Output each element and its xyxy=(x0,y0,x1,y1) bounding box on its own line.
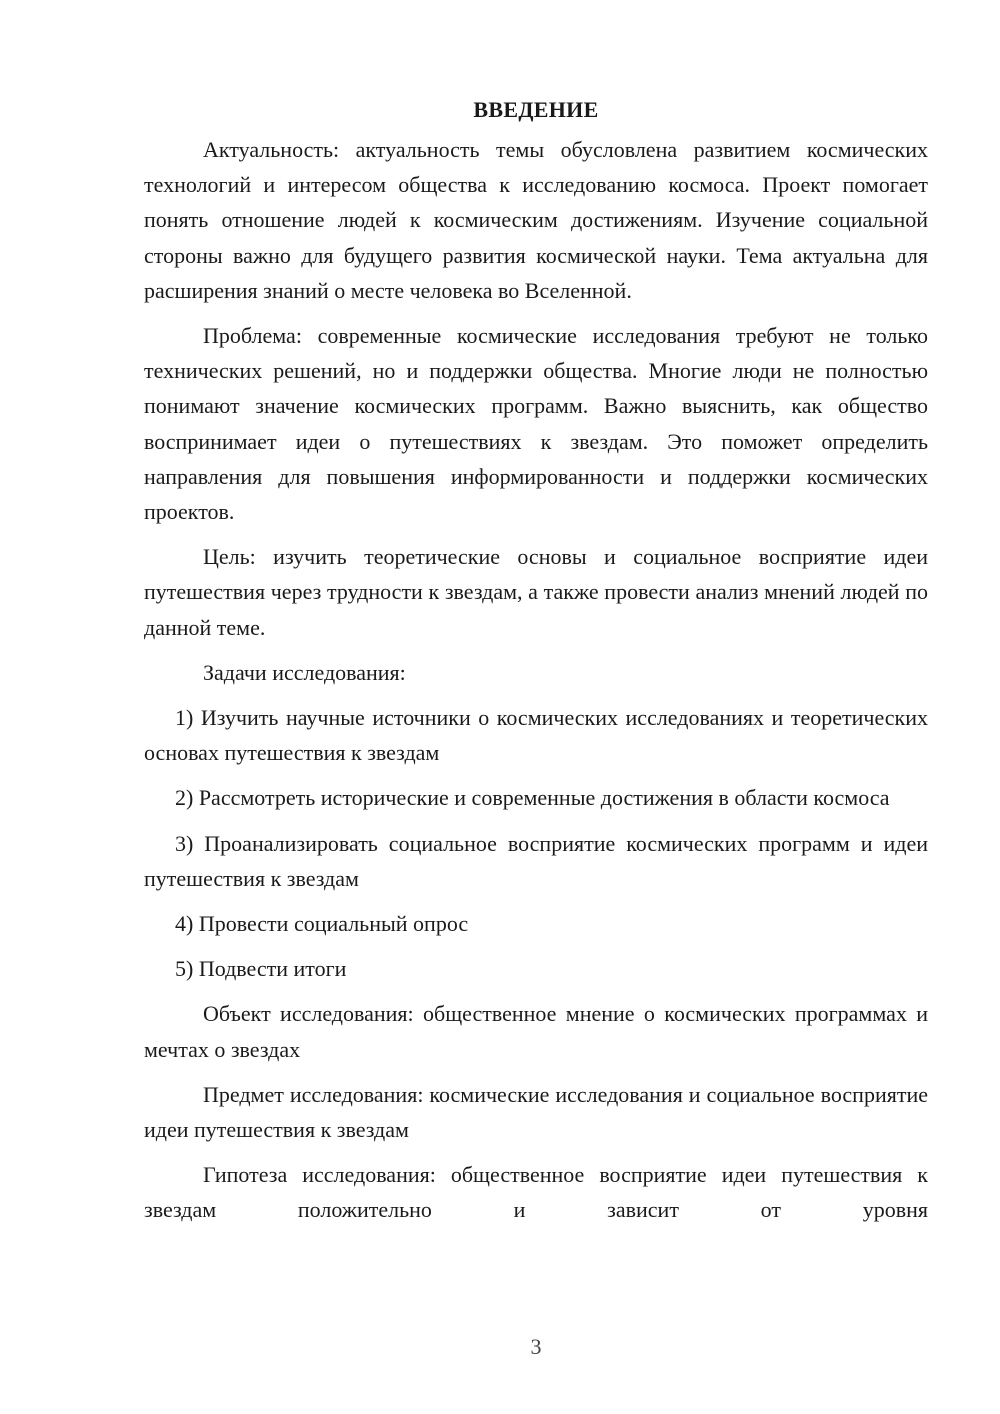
task-item-1: 1) Изучить научные источники о космических исследованиях и теоретических основах путешествия к звездам xyxy=(144,705,928,766)
object-paragraph: Объект исследования: общественное мнение о космических программах и мечтах о звездах xyxy=(144,1001,928,1062)
task-item-2: 2) Рассмотреть исторические и современные достижения в области космоса xyxy=(175,785,890,811)
section-title: ВВЕДЕНИЕ xyxy=(473,97,599,122)
task-item-4: 4) Провести социальный опрос xyxy=(175,911,469,937)
document-page xyxy=(144,92,928,1238)
goal-paragraph: Цель: изучить теоретические основы и социальное восприятие идеи путешествия через трудности к звездам, а также провести анализ мнений людей по данной теме. xyxy=(144,544,928,640)
tasks-heading: Задачи исследования: xyxy=(203,659,406,685)
hypothesis-paragraph: Гипотеза исследования: общественное восприятие идеи путешествия к звездам положительно и зависит от уровня xyxy=(144,1162,928,1223)
relevance-paragraph: Актуальность: актуальность темы обусловлена развитием космических технологий и интересом общества к исследованию космоса. Проект помогает понять отношение людей к космическим достижениям. Изучение социальной стороны важно для будущего развития космической науки. Тема актуальна для расширения знаний о месте человека во Вселенной. xyxy=(144,137,928,303)
page-number: 3 xyxy=(530,1334,542,1359)
problem-paragraph: Проблема: современные космические исследования требуют не только технических решений, но и поддержки общества. Многие люди не полностью понимают значение космических программ. Важно выяснить, как общество воспринимает идеи о путешествиях к звездам. Это поможет определить направления для повышения информированности и поддержки космических проектов. xyxy=(144,323,928,525)
subject-paragraph: Предмет исследования: космические исследования и социальное восприятие идеи путешествия к звездам xyxy=(144,1081,928,1143)
task-item-3: 3) Проанализировать социальное восприятие космических программ и идеи путешествия к звездам xyxy=(144,830,928,891)
task-item-5: 5) Подвести итоги xyxy=(175,956,347,982)
